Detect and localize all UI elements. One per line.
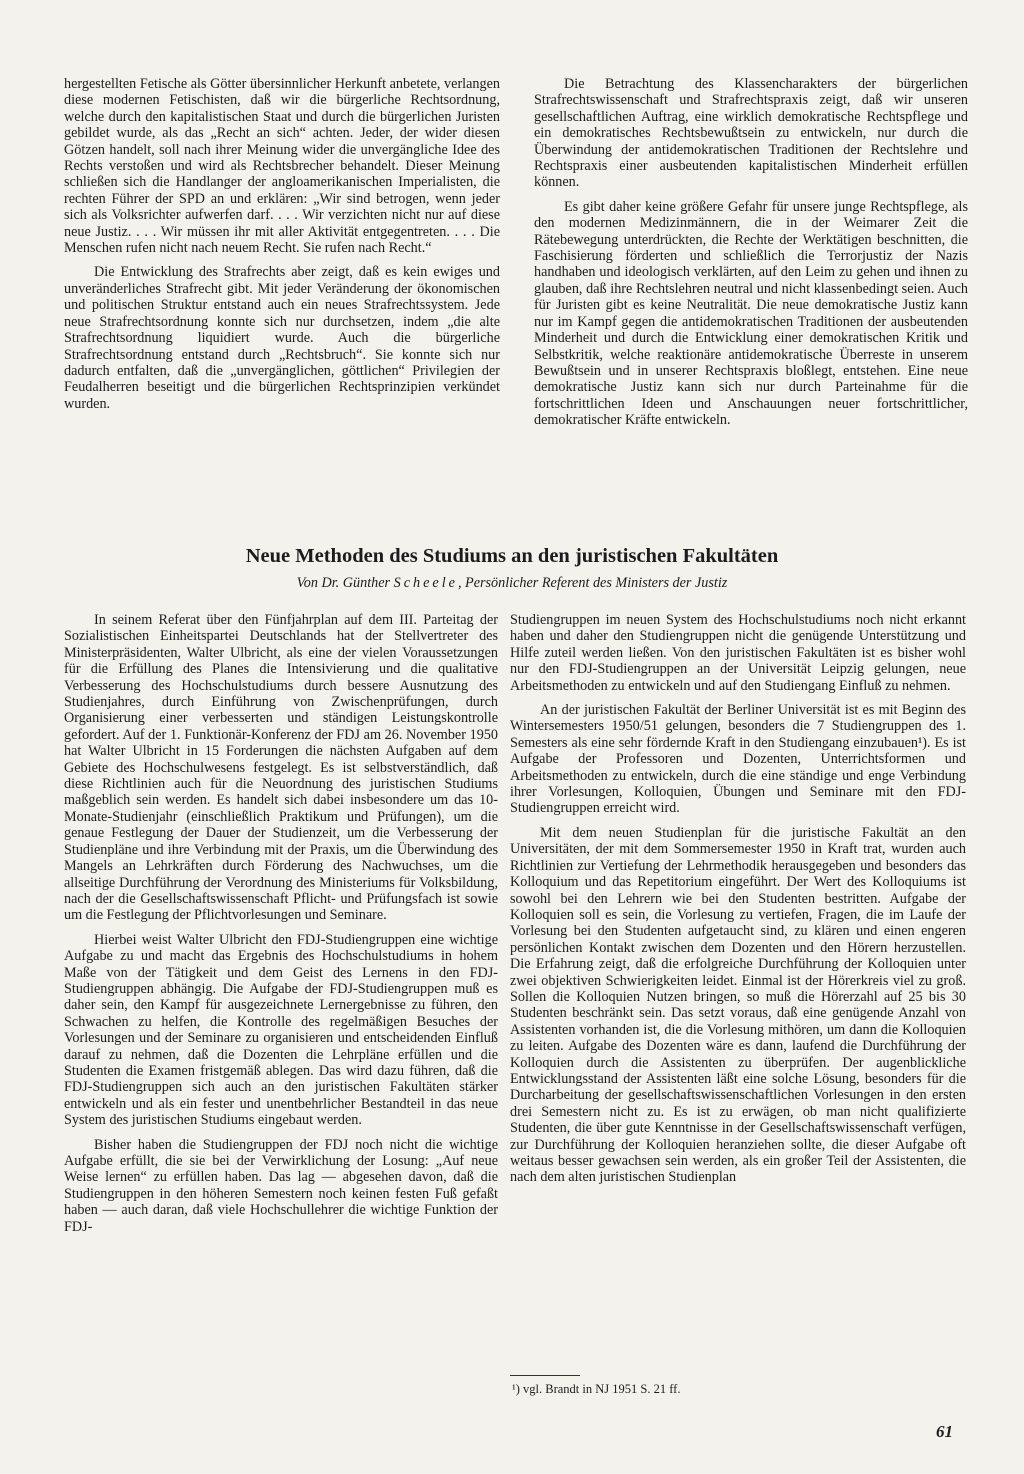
paragraph: An der juristischen Fakultät der Berliner Universität ist es mit Beginn des Wintersemesters 1950/51 gelungen, besonders die 7 Studiengruppen des 1. Semesters als eine sehr fördernde Kraft in den Studiengang einzubauen¹). Es ist Aufgabe der Professoren und Dozenten, Unterrichtsformen und Arbeitsmethoden zu entwickeln, durch die eine ständige und enge Verbindung ihrer Vorlesungen, Kolloquien, Übungen und Seminare mit den FDJ-Studiengruppen erreicht wird. — [510, 702, 966, 817]
top-left-column — [64, 76, 500, 420]
paragraph: Mit dem neuen Studienplan für die juristische Fakultät an den Universitäten, der mit dem Sommersemester 1950 in Kraft trat, wurden auch Richtlinien zur Vertiefung der Lehrmethodik herausgegeben und besonders das Kolloquium und das Repetitorium eingeführt. Der Wert des Kolloquiums ist sowohl bei den Lehrern wie bei den Studenten bestritten. Aufgabe der Kolloquien soll es sein, die Vorlesung zu vertiefen, Fragen, die im Laufe der Vorlesung bei den Studenten aufgetaucht sind, zu klären und einen engeren persönlichen Kontakt zwischen dem Dozenten und den Hörern herzustellen. Die Erfahrung zeigt, daß die erfolgreiche Durchführung der Kolloquien unter zwei objektiven Schwierigkeiten leidet. Einmal ist der Hörerkreis viel zu groß. Sollen die Kolloquien Nutzen bringen, so muß die Hörerzahl auf 25 bis 30 Studenten beschränkt sein. Das setzt voraus, daß eine genügende Anzahl von Assistenten vorhanden ist, die die Vorlesung mithören, um dann die Kolloquien zu leiten. Aufgabe des Dozenten wäre es dann, laufend die Durchführung der Kolloquien durch die Assistenten zu überprüfen. Der augenblickliche Entwicklungsstand der Assistenten läßt eine solche Lösung, besonders für die Durcharbeitung der gesellschaftswissenschaftlichen Vorlesungen in den ersten drei Semestern nicht zu. Es ist zu erwägen, ob man nicht qualifizierte Studenten, die über gute Kenntnisse in der Gesellschaftswissenschaft verfügen, zur Durchführung der Kolloquien heranziehen sollte, die dieser Aufgabe oft weitaus besser gewachsen sein werden, als ein großer Teil der Assistenten, die nach dem alten juristischen Studienplan — [510, 824, 966, 1186]
bottom-left-column — [64, 612, 498, 1243]
article-title: Neue Methoden des Studiums an den juristischen Fakultäten — [245, 545, 779, 567]
footnote-divider — [510, 1375, 580, 1376]
paragraph: hergestellten Fetische als Götter übersinnlicher Herkunft anbetete, verlangen diese modernen Fetischisten, daß wir die bürgerliche Rechtsordnung, welche durch den kapitalistischen Staat und durch die bürgerlichen Juristen gebildet wurde, als das „Recht an sich“ achten. Jeder, der wider diesen Götzen handelt, soll nach ihrer Meinung wider die unvergängliche Idee des Rechts verstoßen und wird als Rechtsbrecher behandelt. Dieser Meinung schließen sich die Handlanger der angloamerikanischen Imperialisten, die rechten Führer der SPD an und erklären: „Wir sind betrogen, wenn jeder sich als Volksrichter aufwerfen darf. . . . Wir verzichten nicht nur auf diese neue Justiz. . . . Wir müssen ihr mit aller Aktivität entgegentreten. . . . Die Menschen rufen nicht nach neuem Recht. Sie rufen nach Recht.“ — [64, 76, 500, 257]
paragraph: Hierbei weist Walter Ulbricht den FDJ-Studiengruppen eine wichtige Aufgabe zu und macht das Ergebnis des Hochschulstudiums in hohem Maße von der Tätigkeit und dem Geist des Lernens in den FDJ-Studiengruppen abhängig. Die Aufgabe der FDJ-Studiengruppen muß es daher sein, den Kampf für ausgezeichnete Lernergebnisse zu führen, den Schwachen zu helfen, die Kontrolle des regelmäßigen Besuches der Vorlesungen und der Seminare zu organisieren und entscheidenden Einfluß darauf zu nehmen, daß die Dozenten die Lehrpläne erfüllen und die Studenten die Examen fristgemäß ablegen. Das wird dazu führen, daß die FDJ-Studiengruppen sich auch an den juristischen Fakultäten stärker entwickeln und als ein fester und unentbehrlicher Bestandteil in das neue System des juristischen Studiums eingebaut werden. — [64, 931, 498, 1129]
byline-prefix: Von Dr. Günther — [296, 575, 391, 591]
paragraph: In seinem Referat über den Fünfjahrplan auf dem III. Parteitag der Sozialistischen Einheitspartei Deutschlands hat der Stellvertreter des Ministerpräsidenten, Walter Ulbricht, als eine der vielen Voraussetzungen für die Erfüllung des Planes die Intensivierung und die qualitative Verbesserung des Hochschulstudiums durch bessere Ausnutzung des Studienjahres, durch Einführung von Zwischenprüfungen, durch Organisierung einer verbesserten und ständigen Leistungskontrolle gefordert. Auf der 1. Funktionär-Konferenz der FDJ am 26. November 1950 hat Walter Ulbricht in 15 Forderungen die nächsten Aufgaben auf dem Gebiete des Hochschulwesens festgelegt. Es ist selbstverständlich, daß diese Richtlinien auch für die Neuordnung des juristischen Studiums maßgeblich sein werden. Es handelt sich dabei insbesondere um das 10-Monate-Studienjahr (einschließlich Praktikum und Prüfungen), um die genaue Festlegung der Dauer der Studienzeit, um die Verbesserung der Studienpläne und ihre Verbindung mit der Praxis, um die Überwindung des Mangels an Lehrkräften durch Förderung des Nachwuchses, um die allseitige Durchführung der Verordnung des Ministeriums für Volksbildung, nach der die Gesellschaftswissenschaft Pflicht- und Prüfungsfach ist sowie um die Festlegung der Pflichtvorlesungen und Seminare. — [64, 612, 498, 924]
paragraph: Es gibt daher keine größere Gefahr für unsere junge Rechtspflege, als den modernen Medizinmännern, die in der Weimarer Zeit die Rätebewegung unterdrückten, die Rechte der Werktätigen beschnitten, die Faschisierung förderten und schließlich die Terrorjustiz der Nazis handhaben und ideologisch verklärten, auf den Leim zu gehen und ihnen zu glauben, daß ihre Rechtslehren neutral und nicht klassenbedingt seien. Auch für Juristen gibt es keine Neutralität. Die neue demokratische Justiz kann nur im Kampf gegen die antidemokratischen Traditionen der ausbeutenden Minderheit und durch die Entwicklung einer demokratischen Kritik und Selbstkritik, welche reaktionäre antidemokratische Überreste in unserem Bewußtsein und in unserer Rechtspraxis bloßlegt, entstehen. Eine neue demokratische Justiz kann sich nur durch Parteinahme für die fortschrittlichen Ideen und Anschauungen neuer fortschrittlicher, demokratischer Kräfte entwickeln. — [534, 198, 968, 429]
byline-author-name: Scheele — [393, 575, 458, 591]
paragraph: Studiengruppen im neuen System des Hochschulstudiums noch nicht erkannt haben und daher den Studiengruppen nicht die genügende Unterstützung und Hilfe zuteil werden ließen. Von den juristischen Fakultäten ist es bisher wohl nur den FDJ-Studiengruppen an der Universität Leipzig gelungen, neue Arbeitsmethoden zu entwickeln und auf den Studiengang Einfluß zu nehmen. — [510, 612, 966, 694]
article-byline — [0, 575, 1024, 592]
paragraph: Die Entwicklung des Strafrechts aber zeigt, daß es kein ewiges und unveränderliches Strafrecht gibt. Mit jeder Veränderung der ökonomischen und politischen Struktur entstand auch ein neues Strafrechtssystem. Jede neue Strafrechtsordnung konnte sich nur durchsetzen, indem „die alte Strafrechtsordnung liquidiert wurde. Auch die bürgerliche Strafrechtsordnung entstand durch „Rechtsbruch“. Sie konnte sich nur dadurch entfalten, daß die „unvergänglichen, göttlichen“ Privilegien der Feudalherren beseitigt und die bürgerlichen Rechtsprinzipien verkündet wurden. — [64, 264, 500, 412]
paragraph: Bisher haben die Studiengruppen der FDJ noch nicht die wichtige Aufgabe erfüllt, die sie bei der Verwirklichung der Losung: „Auf neue Weise lernen“ zu erfüllen haben. Das lag — abgesehen davon, daß die Studiengruppen in den höheren Semestern noch keinen festen Fuß gefaßt haben — auch daran, daß viele Hochschullehrer die wichtige Funktion der FDJ- — [64, 1136, 498, 1235]
footnote: ¹) vgl. Brandt in NJ 1951 S. 21 ff. — [512, 1382, 681, 1396]
top-right-column — [534, 76, 968, 437]
bottom-right-column — [510, 612, 966, 1194]
page-number: 61 — [936, 1422, 953, 1441]
paragraph: Die Betrachtung des Klassencharakters der bürgerlichen Strafrechtswissenschaft und Strafrechtspraxis zeigt, daß wir unseren gesellschaftlichen Auftrag, eine wirklich demokratische Rechtspflege und ein demokratisches Rechtsbewußtsein zu entwickeln, nur durch die Überwindung der antidemokratischen Traditionen der Rechtslehre und Rechtspraxis einer ausbeutenden kapitalistischen Minderheit erfüllen können. — [534, 76, 968, 191]
byline-suffix: , Persönlicher Referent des Ministers der Justiz — [457, 575, 728, 591]
